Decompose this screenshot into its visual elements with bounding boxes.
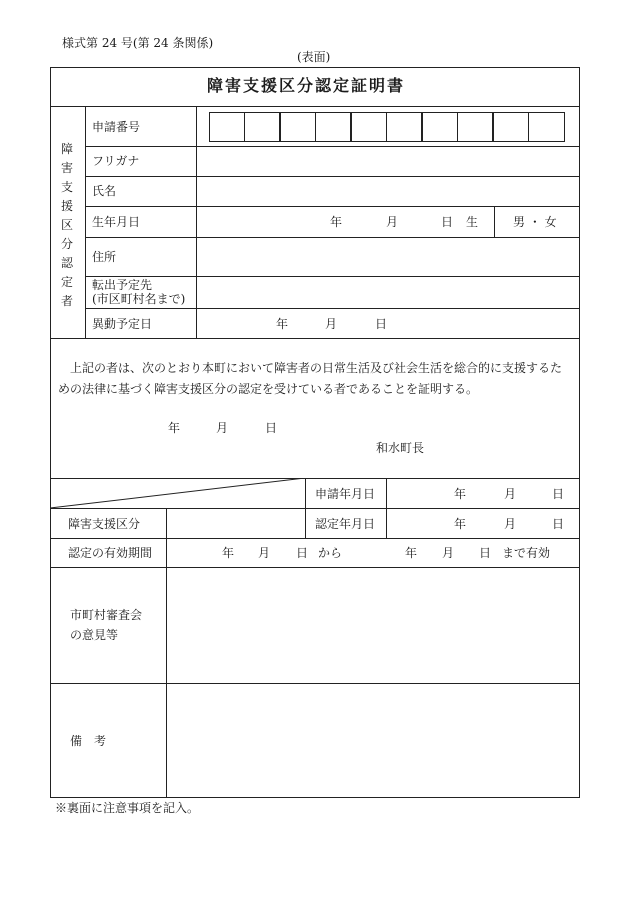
birthdate-day-unit: 日 — [441, 215, 454, 229]
support-category-field[interactable] — [167, 509, 305, 538]
birthdate-suffix: 生 — [466, 215, 479, 229]
move-destination-sublabel: (市区町村名まで) — [92, 292, 186, 306]
validity-end-year-unit: 年 — [405, 546, 418, 560]
birthdate-month-unit: 月 — [386, 215, 399, 229]
certification-month-unit: 月 — [216, 421, 229, 435]
validity-start-month-unit: 月 — [258, 546, 271, 560]
application-number-digit-4[interactable] — [315, 112, 351, 142]
birthdate-label: 生年月日 — [92, 215, 141, 229]
move-date-field[interactable] — [197, 309, 579, 338]
validity-start-year-unit: 年 — [222, 546, 235, 560]
certification-date-day-unit: 日 — [552, 517, 565, 531]
validity-start-day-unit: 日 — [296, 546, 309, 560]
certification-date-label: 認定年月日 — [315, 517, 376, 531]
validity-end-month-unit: 月 — [442, 546, 455, 560]
application-date-day-unit: 日 — [552, 487, 565, 501]
council-opinion-field[interactable] — [167, 568, 579, 683]
certification-text-line2: めの法律に基づく障害支援区分の認定を受けている者であることを証明する。 — [58, 382, 479, 396]
application-number-label: 申請番号 — [92, 120, 141, 134]
validity-end-day-unit: 日 — [479, 546, 492, 560]
name-label: 氏名 — [92, 184, 117, 198]
move-date-year-unit: 年 — [276, 317, 289, 331]
move-date-month-unit: 月 — [325, 317, 338, 331]
certification-day-unit: 日 — [265, 421, 278, 435]
birthdate-year-unit: 年 — [330, 215, 343, 229]
name-field[interactable] — [197, 177, 579, 206]
application-number-digit-1[interactable] — [209, 112, 245, 142]
application-number-digit-10[interactable] — [528, 112, 565, 142]
application-date-label: 申請年月日 — [315, 487, 376, 501]
council-opinion-label: 市町村審査会 — [70, 608, 143, 622]
move-date-label: 異動予定日 — [92, 317, 153, 331]
certification-year-unit: 年 — [168, 421, 181, 435]
move-date-day-unit: 日 — [375, 317, 388, 331]
issuer-title: 和水町長 — [376, 441, 425, 455]
validity-until: まで有効 — [502, 546, 551, 560]
application-number-digit-2[interactable] — [244, 112, 280, 142]
sex-options[interactable]: 男 ・ 女 — [513, 215, 557, 229]
application-number-digit-5[interactable] — [351, 112, 387, 142]
furigana-label: フリガナ — [92, 154, 140, 168]
blank-cell-diagonal — [50, 478, 306, 509]
side-label: (表面) — [297, 50, 331, 64]
address-label: 住所 — [92, 250, 117, 264]
certification-date-year-unit: 年 — [454, 517, 467, 531]
application-number-digit-3[interactable] — [280, 112, 316, 142]
furigana-field[interactable] — [197, 147, 579, 176]
validity-label: 認定の有効期間 — [68, 546, 153, 560]
remarks-label: 備 考 — [70, 734, 107, 748]
certification-text-line1: 上記の者は、次のとおり本町において障害者の日常生活及び社会生活を総合的に支援するた — [70, 361, 563, 375]
application-number-digit-9[interactable] — [493, 112, 529, 142]
application-date-year-unit: 年 — [454, 487, 467, 501]
application-number-digit-6[interactable] — [386, 112, 422, 142]
move-destination-field[interactable] — [197, 277, 579, 308]
application-date-month-unit: 月 — [504, 487, 517, 501]
move-destination-label: 転出予定先 — [92, 278, 153, 292]
page-title: 障害支援区分認定証明書 — [207, 76, 406, 95]
support-category-label: 障害支援区分 — [68, 517, 141, 531]
address-field[interactable] — [197, 238, 579, 276]
validity-from: から — [318, 546, 343, 560]
application-number-digit-7[interactable] — [422, 112, 458, 142]
application-number-digit-8[interactable] — [457, 112, 493, 142]
certification-date-month-unit: 月 — [504, 517, 517, 531]
footnote: ※裏面に注意事項を記入。 — [55, 801, 200, 815]
applicant-section-label: 障 害 支 援 区 分 認 定 者 — [60, 142, 73, 308]
remarks-field[interactable] — [167, 684, 579, 797]
form-number: 様式第 24 号(第 24 条関係) — [62, 36, 214, 50]
council-opinion-sublabel: の意見等 — [70, 628, 119, 642]
